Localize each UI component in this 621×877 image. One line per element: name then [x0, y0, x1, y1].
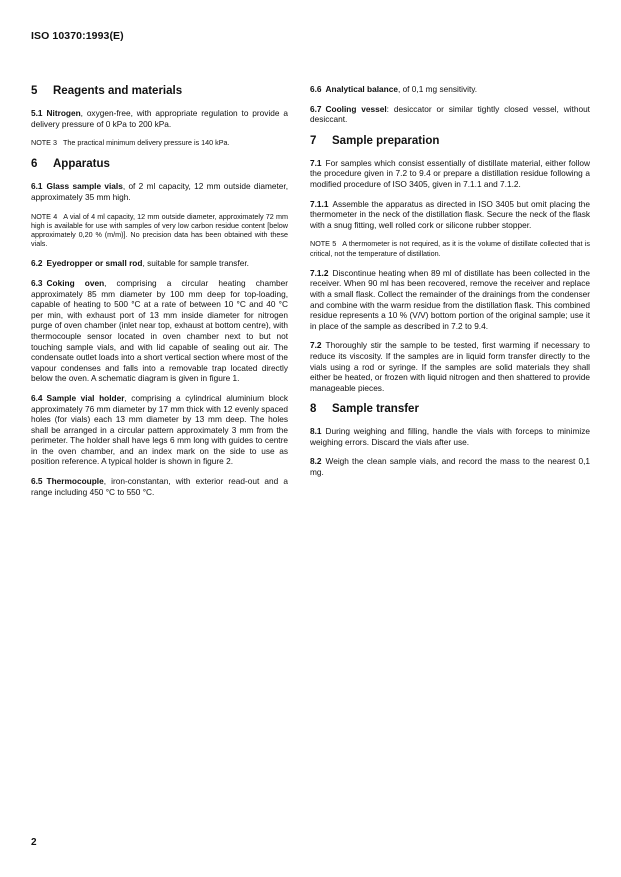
- section-7-heading: 7 Sample preparation: [310, 134, 440, 147]
- left-column: [31, 84, 288, 506]
- section-8-heading: 8 Sample transfer: [310, 403, 419, 416]
- clause-6-2: 6.2 Eyedropper or small rod, suitable for sample transfer.: [31, 258, 249, 269]
- clause-6-7: 6.7 Cooling vessel: desiccator or similar tightly closed vessel, without desiccant.: [310, 103, 590, 125]
- clause-8-2: 8.2 Weigh the clean sample vials, and record the mass to the nearest 0,1 mg.: [310, 456, 590, 478]
- clause-6-3: 6.3 Coking oven, comprising a circular heating chamber approximately 85 mm diameter by 100 mm deep for top-loading, capable of heating to 500 °C at a rate of between 10 °C and 40 °C per min, with exhaust port of 13 mm inside diameter for nitrogen purge of oven chamber (inlet near top, exhaust at bottom centre), with thermocouple sensor located in oven chamber next to but not touching sample vials, and with lid capable of sealing out air. The condensate outlet loads into a short vertical section where most of the vapour condenses and falls into a removable trap located directly below the oven. A schematic diagram is given in figure 1.: [31, 277, 288, 384]
- clause-5-1: 5.1 Nitrogen, oxygen-free, with appropriate regulation to provide a delivery pressure of 0 kPa to 200 kPa.: [31, 108, 288, 129]
- clause-6-1: 6.1 Glass sample vials, of 2 ml capacity, 12 mm outside diameter, approximately 35 mm high.: [31, 181, 288, 202]
- clause-7-1: 7.1 For samples which consist essentially of distillate material, either follow the procedure given in 7.2 to 9.4 or prepare a distillation residue following a modified procedure of ISO 3405, given in 7.1.1 and 7.1.2.: [310, 157, 590, 189]
- clause-7-1-1: 7.1.1 Assemble the apparatus as directed in ISO 3405 but omit placing the thermometer in the neck of the distillation flask. Secure the neck of the flask with a snug fitting, well rolled cork or silicone rubber stopper.: [310, 198, 590, 230]
- note-4: NOTE 4 A vial of 4 ml capacity, 12 mm outside diameter, approximately 72 mm high is available for use with samples of very low carbon residue content [below approximately 0,20 % (m/m)]. No precision data has been obtained with these vials.: [31, 211, 288, 249]
- clause-7-1-2: 7.1.2 Discontinue heating when 89 ml of distillate has been collected in the receiver. When 90 ml has been recovered, remove the receiver and replace with a small flask. Collect the remainder of the drainings from the condenser and combine with the warm residue from the distillation flask. This combined residue represents a 10 % (V/V) bottom portion of the original sample; use it in place of the sample as described in 7.2 to 9.4.: [310, 267, 590, 331]
- section-5-heading: 5 Reagents and materials: [31, 85, 183, 97]
- note-5: NOTE 5 A thermometer is not required, as it is the volume of distillate collected that is critical, not the temperature of distillation.: [310, 239, 590, 258]
- note-3: NOTE 3 The practical minimum delivery pressure is 140 kPa.: [31, 138, 230, 148]
- page-number: 2: [31, 837, 37, 848]
- document-header: ISO 10370:1993(E): [31, 30, 124, 42]
- clause-6-5: 6.5 Thermocouple, iron-constantan, with exterior read-out and a range including 450 °C to 550 °C.: [31, 476, 288, 497]
- clause-7-2: 7.2 Thoroughly stir the sample to be tested, first warming if necessary to reduce its viscosity. If the samples are in liquid form transfer directly to the vials using a rod or syringe. If the samples are solid materials they shall either be heated, or frozen with liquid nitrogen and then shattered to provide manageable pieces.: [310, 340, 590, 393]
- right-column: [310, 84, 590, 487]
- clause-6-6: 6.6 Analytical balance, of 0,1 mg sensitivity.: [310, 84, 478, 94]
- clause-6-4: 6.4 Sample vial holder, comprising a cylindrical aluminium block approximately 76 mm diameter by 17 mm thick with 12 evenly spaced holes (for vials) each 13 mm diameter by 13 mm deep. The holes shall be arranged in a circular pattern approximately 3 mm from the perimeter. The holder shall have legs 6 mm long with guides to centre in the oven chamber, and an index mark on the side to use as position reference. A typical holder is shown in figure 2.: [31, 392, 288, 467]
- section-6-heading: 6 Apparatus: [31, 158, 110, 171]
- clause-8-1: 8.1 During weighing and filling, handle the vials with forceps to minimize weighing errors. Discard the vials after use.: [310, 426, 590, 447]
